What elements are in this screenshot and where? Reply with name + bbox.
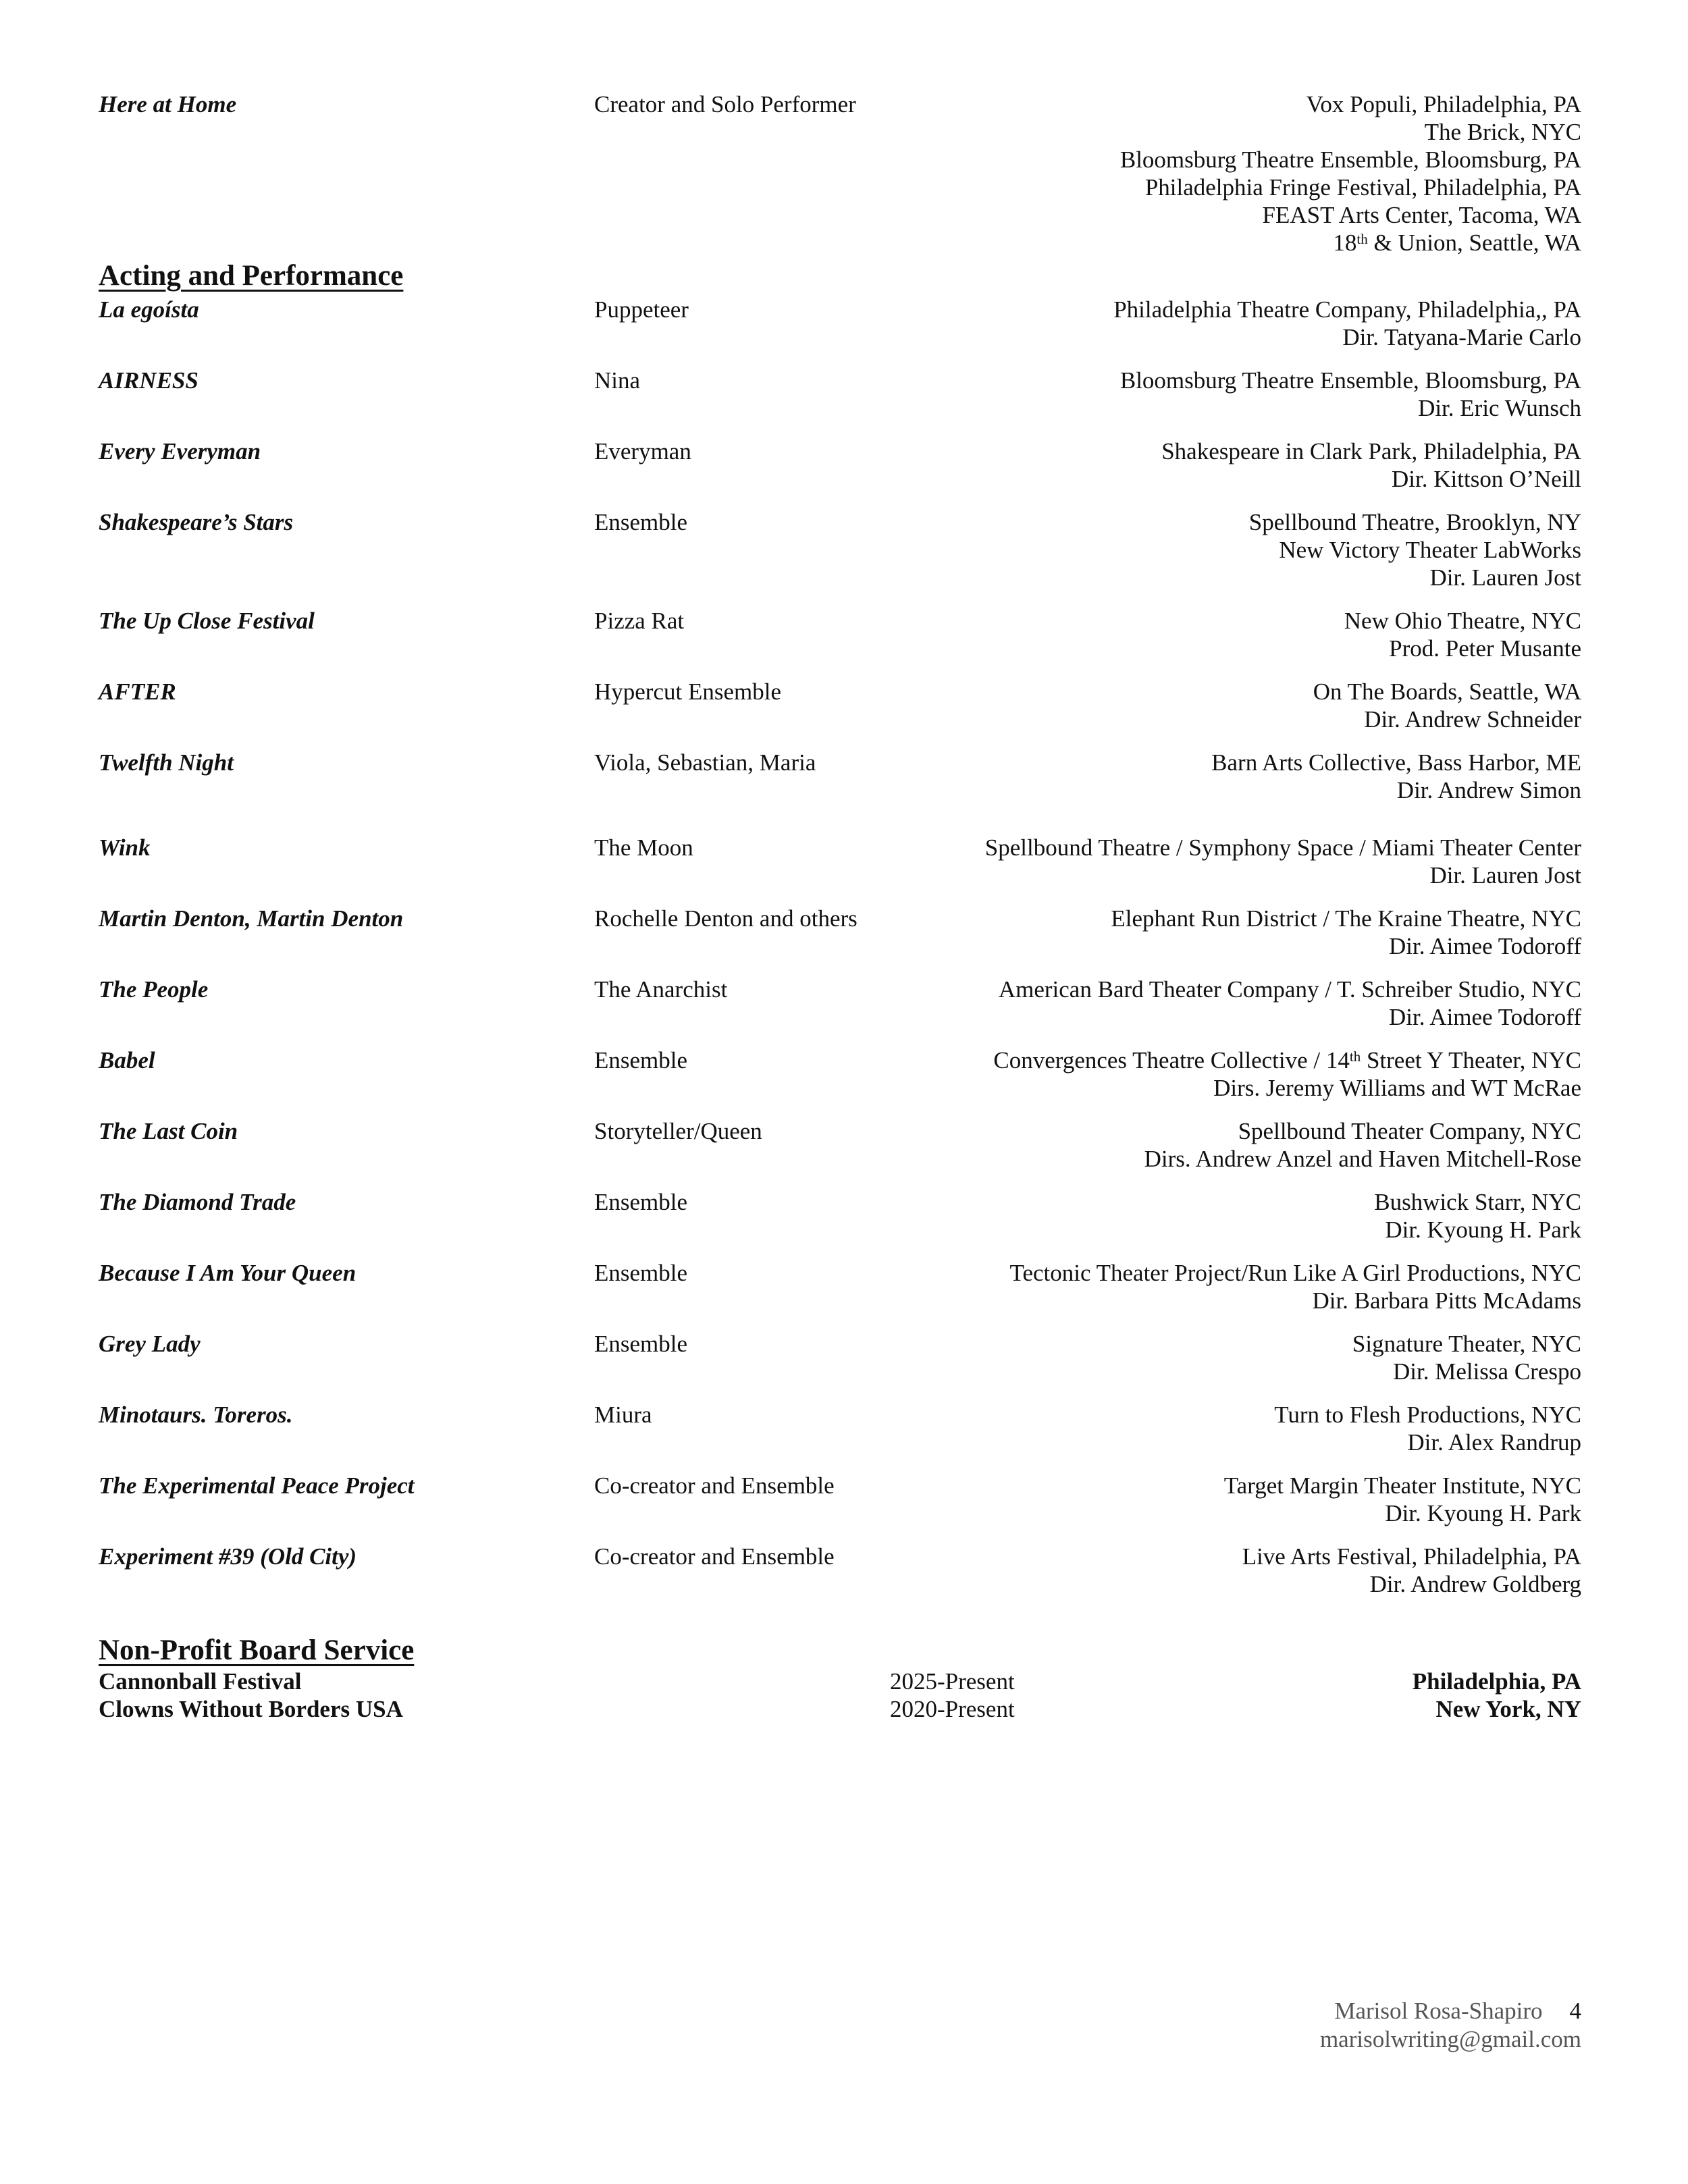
director-credit: Dir. Kyoung H. Park (1385, 1500, 1581, 1526)
venue-credit (1211, 749, 1581, 804)
venue-superscript: th (1356, 231, 1368, 247)
venue-line: Philadelphia Fringe Festival, Philadelphia, PA (1144, 174, 1581, 201)
footer-email: marisolwriting@gmail.com (1319, 2026, 1581, 2052)
venue-credit (1374, 1188, 1581, 1244)
acting-entry (99, 1117, 1581, 1188)
role: Ensemble (594, 1331, 688, 1357)
venue: Shakespeare in Clark Park, Philadelphia, PA (1161, 438, 1581, 464)
venue-superscript: th (1349, 1048, 1361, 1065)
production-title: The People (99, 976, 209, 1003)
acting-entry (99, 1472, 1581, 1543)
director-credit: Dir. Eric Wunsch (1418, 395, 1581, 421)
venue-text: Convergences Theatre Collective / 14 (993, 1047, 1350, 1073)
acting-entry (99, 1330, 1581, 1401)
production-title: Experiment #39 (Old City) (99, 1543, 357, 1570)
production-title: Because I Am Your Queen (99, 1260, 357, 1286)
director-credit: Prod. Peter Musante (1389, 635, 1581, 662)
venue: Barn Arts Collective, Bass Harbor, ME (1211, 749, 1581, 776)
venue: Tectonic Theater Project/Run Like A Girl Productions, NYC (1009, 1260, 1581, 1286)
director-credit: Dir. Lauren Jost (1429, 862, 1581, 888)
board-org: Clowns Without Borders USA (99, 1696, 403, 1722)
venue: Spellbound Theatre, Brooklyn, NY (1248, 509, 1581, 535)
venue-line: The Brick, NYC (1424, 119, 1581, 145)
venue: Target Margin Theater Institute, NYC (1223, 1472, 1581, 1499)
role: Storyteller/Queen (594, 1118, 762, 1144)
director-credit: Dirs. Andrew Anzel and Haven Mitchell-Rose (1144, 1146, 1581, 1172)
board-org: Cannonball Festival (99, 1668, 302, 1695)
venue: Turn to Flesh Productions, NYC (1274, 1402, 1581, 1428)
venue-credit (1113, 296, 1581, 351)
venue-credit (1242, 1543, 1581, 1598)
production-title: AIRNESS (99, 367, 199, 394)
acting-entry (99, 1188, 1581, 1259)
role: Ensemble (594, 509, 688, 535)
venue-credit (1313, 678, 1581, 733)
venue-text: Street Y Theater, NYC (1361, 1047, 1581, 1073)
acting-entry (99, 367, 1581, 437)
acting-heading: Acting and Performance (99, 260, 404, 292)
venue-credit (1144, 1117, 1581, 1173)
board-entry (99, 1695, 1581, 1723)
board-entry (99, 1668, 1581, 1695)
production-title: The Diamond Trade (99, 1189, 296, 1215)
acting-entry (99, 607, 1581, 678)
venue-secondary: New Victory Theater LabWorks (1279, 537, 1581, 563)
director-credit: Dir. Lauren Jost (1429, 564, 1581, 591)
venue-credit (1274, 1401, 1581, 1456)
venue-credit (1224, 1472, 1581, 1527)
acting-entry (99, 905, 1581, 976)
role: Everyman (594, 438, 691, 464)
venue-credit (999, 976, 1581, 1031)
board-heading: Non-Profit Board Service (99, 1634, 415, 1666)
venue: Spellbound Theater Company, NYC (1238, 1118, 1581, 1144)
venue: New Ohio Theatre, NYC (1344, 608, 1581, 634)
director-credit: Dir. Andrew Simon (1396, 777, 1581, 803)
venue-credit (1120, 367, 1581, 422)
role: The Anarchist (594, 976, 728, 1003)
venue-text: & Union, Seattle, WA (1367, 230, 1581, 256)
venue-line: Vox Populi, Philadelphia, PA (1306, 91, 1581, 117)
acting-entry (99, 749, 1581, 834)
role: Miura (594, 1402, 652, 1428)
production-title: Every Everyman (99, 438, 261, 464)
acting-entry (99, 834, 1581, 905)
role: Pizza Rat (594, 608, 685, 634)
production-title: La egoísta (99, 296, 199, 323)
venue: Elephant Run District / The Kraine Theatre, NYC (1111, 905, 1581, 932)
director-credit: Dirs. Jeremy Williams and WT McRae (1213, 1075, 1581, 1101)
acting-entry (99, 976, 1581, 1046)
role: Ensemble (594, 1260, 688, 1286)
venue (993, 1046, 1581, 1074)
role: Puppeteer (594, 296, 689, 323)
acting-entry (99, 1543, 1581, 1614)
board-years: 2020-Present (890, 1696, 1015, 1722)
director-credit: Dir. Tatyana-Marie Carlo (1342, 324, 1581, 350)
production-title: The Experimental Peace Project (99, 1472, 415, 1499)
director-credit: Dir. Aimee Todoroff (1389, 1004, 1581, 1030)
production-title: Minotaurs. Toreros. (99, 1402, 293, 1428)
role: The Moon (594, 834, 693, 861)
production-title: AFTER (99, 678, 176, 705)
acting-list (99, 296, 1581, 1614)
acting-entry (99, 1259, 1581, 1330)
production-title: Grey Lady (99, 1331, 201, 1357)
director-credit: Dir. Kittson O’Neill (1392, 466, 1581, 492)
production-title: Shakespeare’s Stars (99, 509, 294, 535)
role: Hypercut Ensemble (594, 678, 781, 705)
board-location: New York, NY (1435, 1696, 1581, 1722)
role: Co-creator and Ensemble (594, 1543, 835, 1570)
board-list (99, 1668, 1581, 1723)
director-credit: Dir. Kyoung H. Park (1385, 1217, 1581, 1243)
role: Nina (594, 367, 641, 394)
venue-text: 18 (1333, 230, 1357, 256)
board-location: Philadelphia, PA (1412, 1668, 1581, 1695)
venue-credit (1161, 437, 1581, 493)
production-title: The Up Close Festival (99, 608, 315, 634)
venue-line: Bloomsburg Theatre Ensemble, Bloomsburg, PA (1119, 147, 1581, 173)
acting-entry (99, 437, 1581, 508)
director-credit: Dir. Alex Randrup (1407, 1429, 1581, 1456)
page-number: 4 (1569, 1998, 1581, 2024)
acting-entry (99, 508, 1581, 607)
role: Viola, Sebastian, Maria (594, 749, 816, 776)
acting-entry (99, 296, 1581, 367)
role: Ensemble (594, 1047, 688, 1073)
venue-credit (1344, 607, 1581, 662)
venue-credit (1010, 1259, 1581, 1314)
venue: Bloomsburg Theatre Ensemble, Bloomsburg, PA (1119, 367, 1581, 394)
venue: Philadelphia Theatre Company, Philadelphia,, PA (1113, 296, 1581, 323)
venue: American Bard Theater Company / T. Schreiber Studio, NYC (998, 976, 1581, 1003)
venue: Signature Theater, NYC (1352, 1331, 1581, 1357)
production-title: Wink (99, 834, 151, 861)
venue-credit (1249, 508, 1581, 591)
acting-entry (99, 1401, 1581, 1472)
role: Co-creator and Ensemble (594, 1472, 835, 1499)
entry-role: Creator and Solo Performer (594, 91, 856, 117)
production-title: The Last Coin (99, 1118, 238, 1144)
venue-credit (993, 1046, 1581, 1102)
venue-credit (1352, 1330, 1581, 1385)
director-credit: Dir. Andrew Schneider (1364, 706, 1581, 733)
top-entry (99, 90, 1581, 259)
venue-credit (1111, 905, 1581, 960)
acting-entry (99, 678, 1581, 749)
venue: Live Arts Festival, Philadelphia, PA (1242, 1543, 1581, 1570)
venue-line: FEAST Arts Center, Tacoma, WA (1262, 202, 1581, 228)
director-credit: Dir. Melissa Crespo (1392, 1358, 1581, 1385)
production-title: Martin Denton, Martin Denton (99, 905, 404, 932)
page-footer (1320, 1997, 1581, 2054)
production-title: Babel (99, 1047, 155, 1073)
footer-name-line (1320, 1997, 1581, 2025)
venue: On The Boards, Seattle, WA (1313, 678, 1581, 705)
venue: Bushwick Starr, NYC (1374, 1189, 1581, 1215)
acting-entry (99, 1046, 1581, 1117)
venue-credit (985, 834, 1581, 889)
footer-name: Marisol Rosa-Shapiro (1334, 1998, 1543, 2024)
resume-page (99, 90, 1581, 1723)
production-title: Twelfth Night (99, 749, 234, 776)
venue-line (1120, 229, 1581, 257)
board-years: 2025-Present (890, 1668, 1015, 1695)
director-credit: Dir. Barbara Pitts McAdams (1312, 1287, 1581, 1314)
entry-title: Here at Home (99, 91, 237, 117)
role: Rochelle Denton and others (594, 905, 858, 932)
role: Ensemble (594, 1189, 688, 1215)
entry-venues (1120, 90, 1581, 257)
director-credit: Dir. Aimee Todoroff (1389, 933, 1581, 959)
director-credit: Dir. Andrew Goldberg (1369, 1571, 1581, 1597)
venue: Spellbound Theatre / Symphony Space / Miami Theater Center (984, 834, 1581, 861)
